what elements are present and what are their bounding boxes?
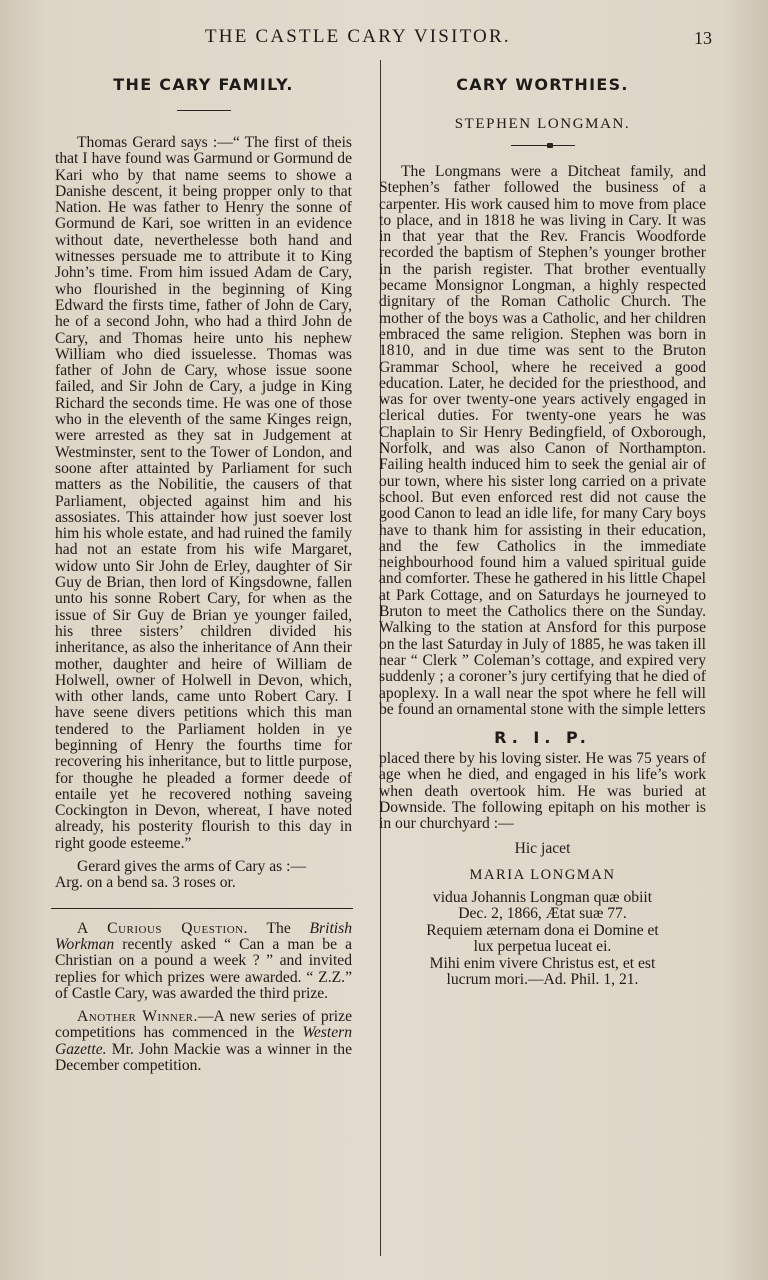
running-header	[0, 26, 768, 54]
arms-line-1: Gerard gives the arms of Cary as :—	[77, 858, 307, 876]
left-column	[55, 70, 352, 1074]
heading-rule	[177, 110, 231, 111]
british-workman-title: British Workman	[55, 919, 352, 953]
longman-closing-paragraph: placed there by his loving sister. He was 75 years of age when he died, and engaged in his life’s work when death overtook him. He was buried at Downside. The following epitaph on his mother is in our churchyard :—	[379, 750, 706, 833]
curious-question-paragraph	[55, 921, 352, 1002]
publication-title: THE CASTLE CARY VISITOR.	[205, 26, 511, 47]
epitaph-line-1: vidua Johannis Longman quæ obiit	[432, 888, 653, 906]
another-winner-text-2: Mr. John Mackie was a winner in the December competition.	[55, 1040, 352, 1075]
epitaph-line-2: Dec. 2, 1866, Ætat suæ 77.	[458, 905, 627, 923]
epitaph-block	[379, 890, 706, 989]
section-heading-cary-worthies: CARY WORTHIES.	[456, 75, 629, 94]
longman-biography-paragraph: The Longmans were a Ditcheat family, and Stephen’s father followed the business of a carpenter. His work caused him to move from place to place, and in 1818 he was living in Cary. It was in that year that the Rev. Francis Woodforde recorded the baptism of Stephen’s younger brother in the parish register. That brother eventually became Monsignor Longman, a highly respected dignitary of the Roman Catholic Church. The mother of the boys was a Catholic, and her children embraced the same religion. Stephen was born in 1810, and in due time was sent to the Bruton Grammar School, where he received a good education. Later, he decided for the priesthood, and was for over twenty-one years actively engaged in clerical duties. For twenty-one years he was Chaplain to Sir Henry Bedingfield, of Oxborough, Norfolk, and was also Canon of Northampton. Failing health induced him to seek the genial air of our town, where his sister long carried on a private school. But even enforced rest did not cause the good Canon to lead an idle life, for many Cary boys have to thank him for assisting in their education, and the few Catholics in the immediate neighbourhood found him a valued spiritual guide and comforter. These he gathered in his little Chapel at Park Cottage, and on Saturdays he journeyed to Bruton to meet the Catholics there on the Sunday. Walking to the station at Ansford for this purpose on the last Saturday in July of 1885, he was taken ill near “ Clerk ” Coleman’s cottage, and expired very suddenly ; a coroner’s jury certifying that he died of apoplexy. In a wall near the spot where he fell will be found an ornamental stone with the simple letters	[379, 163, 706, 718]
curious-question-text-1: The	[248, 919, 310, 937]
epitaph-line-3: Requiem æternam dona ei Domine et	[426, 921, 659, 939]
another-winner-paragraph	[55, 1009, 352, 1074]
section-heading-cary-family: THE CARY FAMILY.	[113, 75, 294, 94]
hic-jacet: Hic jacet	[514, 839, 571, 857]
epitaph-line-6: lucrum mori.—Ad. Phil. 1, 21.	[446, 971, 639, 989]
epitaph-line-4: lux perpetua luceat ei.	[473, 938, 612, 956]
ornamental-dash	[511, 145, 575, 146]
curious-question-text-2: recently asked “ Can a man be a Christian on a pound a week ? ” and invited replies for which prizes were awarded. “ Z.Z.” of Castle Cary, was awarded the third prize.	[55, 935, 352, 1002]
another-winner-lead: Another Winner.	[77, 1008, 198, 1026]
right-column	[379, 70, 706, 989]
arms-line-2: Arg. on a bend sa. 3 roses or.	[55, 874, 236, 892]
western-gazette-title: Western Gazette.	[55, 1024, 352, 1058]
curious-question-lead: A Curious Question.	[77, 919, 249, 937]
epitaph-name: MARIA LONGMAN	[469, 867, 616, 884]
epitaph-line-5: Mihi enim vivere Christus est, et est	[429, 954, 656, 972]
subheading-stephen-longman: STEPHEN LONGMAN.	[454, 116, 631, 132]
section-rule	[51, 908, 353, 909]
gerard-quote-paragraph: Thomas Gerard says :—“ The first of theis that I have found was Garmund or Gormund de Kari who by that name seems to showe a Danishe descent, it being propper only to that Nation. He was father to Henry the sonne of Gormund de Kari, soe written in an evidence without date, neverthelesse both hand and witnesses persuade me to attribute it to King John’s time. From him issued Adam de Cary, who flourished in the beginning of King Edward the firsts time, father of John de Cary, he of a second John, who had a third John de Cary, and Thomas heire unto his nephew William who died issuelesse. Thomas was father of John de Cary, whose issue soone failed, and Sir John de Cary, a judge in King Richard the seconds time. He was one of those who in the eleventh of the same Kinges reign, were arrested as they sat in Judgement at Westminster, sent to the Tower of London, and soone after attainted by Parliament for such matters as the Nobilitie, the causers of that Parliament, objected against him and his assosiates. This attainder how just soever lost him his whole estate, and had ruined the family had not an estate from his wife Margaret, widow unto Sir John de Erley, daughter of Sir Guy de Brian, then lord of Kingsdowne, fallen unto his sonne Robert Cary, for when as the issue of Sir Guy de Brian ye younger failed, his three sisters’ children divided his inheritance, as also the inheritance of Ann their mother, daughter and heire of William de Holwell, owner of Holwell in Devon, which, with other lands, came unto Robert Cary. I have seene divers petitions which this man tendered to the Parliament holden in ye beginning of Henry the fourths time for recovering his inheritance, but to little purpose, for thoughe he pleaded a former deede of entaile yet he recovered nothing saveing Cockington in Devon, whereat, I have noted already, his posterity flourish to this day in right goode esteeme.”	[55, 134, 352, 852]
page-number: 13	[694, 28, 712, 48]
rip-inscription: R. I. P.	[494, 728, 591, 748]
another-winner-text-1: —A new series of prize competitions has commenced in the	[55, 1008, 352, 1042]
